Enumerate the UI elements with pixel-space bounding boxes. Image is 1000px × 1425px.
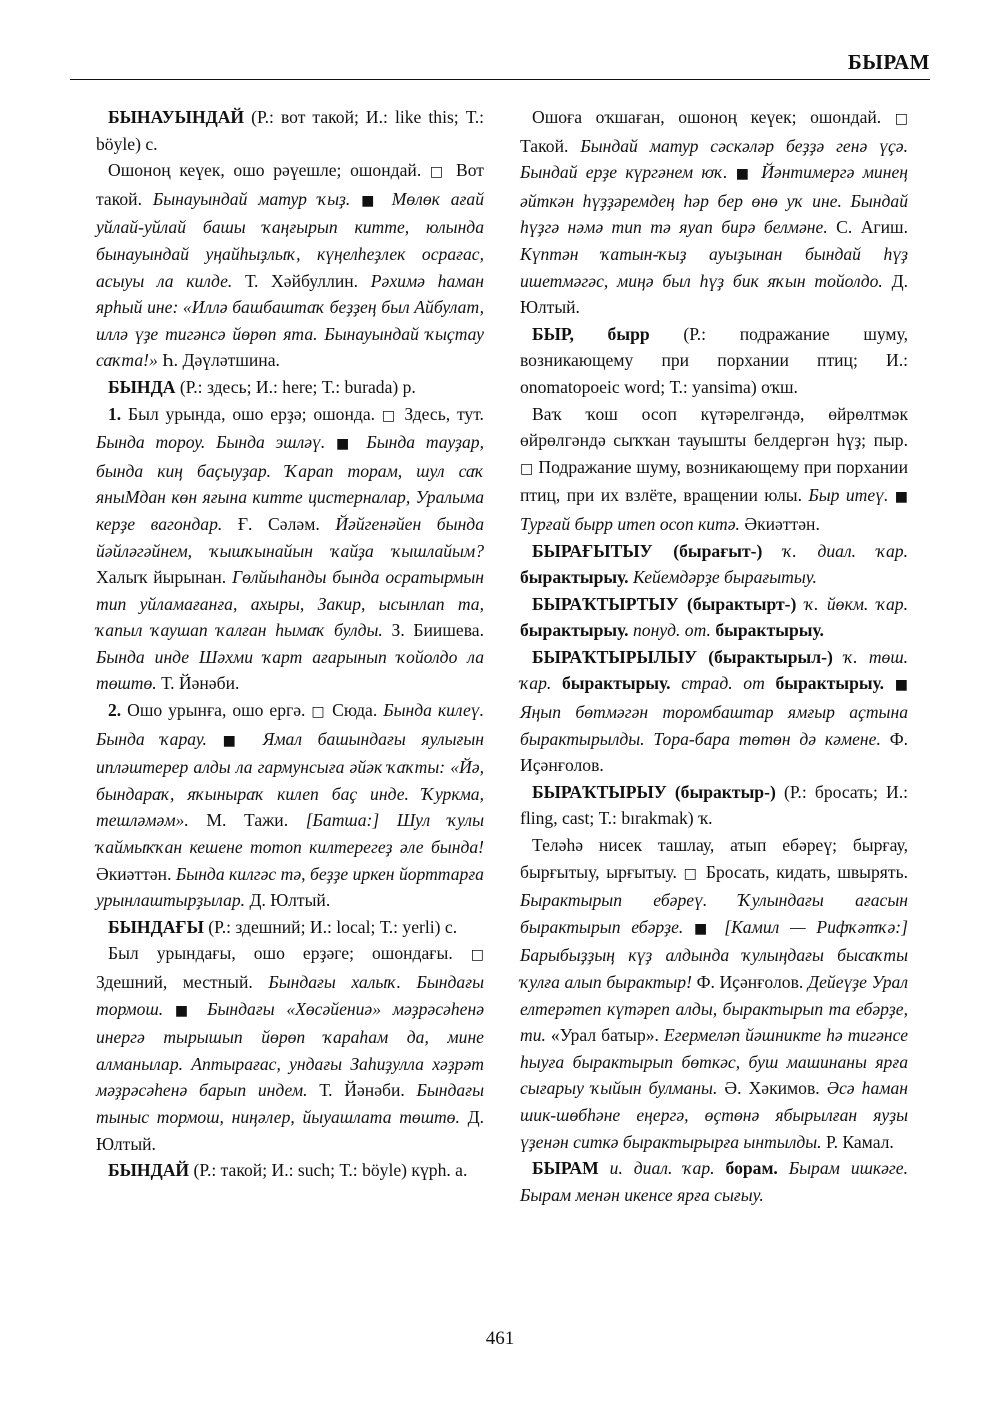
example: Дейеүҙе Урал елтерәтеп күтәреп алды, бырактырып та ебәрҙе, ти.	[520, 972, 908, 1046]
author: Ғ. Сәләм.	[237, 513, 320, 534]
example: Ямал башындағы яулығын ипләштерер алды ла гармунсыға әйәк ҡаҡты: «Йә, бындараҡ, яҡыныраҡ килеп баҫ инде. Ҡуркма, тешләмәм».	[96, 728, 485, 831]
black-square-icon: ■	[361, 192, 381, 209]
author: «Урал батыр».	[550, 1025, 659, 1046]
grammar: понуд. от.	[633, 620, 711, 641]
white-square-icon: □	[429, 164, 448, 181]
stem-form: (бырактыр-)	[674, 781, 776, 802]
sense-number: 1.	[108, 403, 122, 424]
author: Һ. Дәүләтшина.	[162, 350, 280, 371]
entry-bynauyndai	[96, 104, 484, 157]
black-square-icon: ■	[694, 920, 714, 937]
example: Бырактырып ебәреү. Ҡулындағы ағасын бырактырып ебәрҙе.	[520, 890, 908, 937]
black-square-icon: ■	[222, 732, 248, 749]
grammar: ҡ. йөкм. ҡар.	[804, 593, 908, 614]
headword: БЫРАҠТЫРЫЛЫУ	[532, 646, 698, 667]
grammar: ҡ. төш. ҡар.	[520, 646, 909, 694]
entry-byraktyryu-body	[520, 832, 908, 1155]
example: Мөлөк ағай уйлай-уйлай башы ҡаңғырып китте, юлында бынауындай уңайһыҙлыҡ, күңелһеҙлек осрағас, асыуы ла килде.	[96, 188, 484, 291]
headword: БЫНДА	[108, 376, 176, 397]
example: Егермеләп йәшникте һә тигәнсе һыуға бырактырып бөткәс, буш машинаны ярға сығарыу ҡыйын булманы.	[520, 1025, 908, 1099]
stem-form: (бырағыт-)	[673, 540, 763, 561]
example: Бындағы «Хөсәйениә» мәҙрәсәһенә инергә тырышып йөрөп ҡараһам да, мине алманылар. Аптырағас, ундағы Заһиҙулла хәҙрәт мәҙрәсәһенә барып индем.	[96, 998, 485, 1101]
cross-reference: бырактырыу.	[520, 567, 629, 588]
grammar: (Р.: подражание шуму, возникающему при порхании птиц; И.: onomatopoeic word; Т.: yansima) оҡш.	[520, 323, 908, 397]
entry-byndai	[96, 1157, 484, 1184]
example: Бында тауҙар, бында киң баҫыуҙар. Ҡарап торам, шул саҡ яныМдан көн яғына китте цистерналар, Уралыма керҙе вагондар.	[96, 432, 484, 534]
stem-form: (бырактырыл-)	[708, 646, 833, 667]
white-square-icon: □	[470, 947, 485, 964]
example: Күптән ҡатын-ҡыҙ ауыҙынан бындай һүҙ ишетмәгәс, миңә был һүҙ бик яҡын тойолдо.	[520, 243, 908, 291]
cross-reference: бырактырыу.	[561, 673, 671, 694]
translation: Здесь, тут.	[404, 403, 484, 424]
author: Д. Юлтый.	[520, 270, 908, 318]
definition: Теләһә нисек ташлау, атып ебәреү; бырғау, бырғытыу, ырғытыу.	[520, 835, 908, 882]
author: З. Биишева.	[391, 620, 484, 641]
example: Бында инде Шәхми ҡарт ағарынып ҡойолдо ла төштө.	[96, 646, 484, 694]
example: Кейемдәрҙе бырағытыу.	[633, 567, 817, 588]
headword: БЫНАУЫНДАЙ	[108, 107, 245, 127]
black-square-icon: ■	[174, 1002, 196, 1019]
example: Бырам ишкәге. Бырам менән икенсе ярға сығыу.	[520, 1158, 909, 1205]
author: Д. Юлтый.	[96, 1106, 485, 1154]
cross-reference: бырактырыу.	[775, 673, 885, 694]
definition: Ваҡ ҡош осоп күтәрелгәндә, өйрөлтмәк өйрөлгәндә сыҡҡан тауышты белдергән һүҙ; пыр.	[520, 403, 908, 451]
entry-byr	[520, 321, 908, 401]
example: Бындай матур сәскәләр беҙҙә генә үҫә. Бындай ерҙе күргәнем юҡ.	[520, 135, 908, 183]
headword: БЫР, бырр	[532, 323, 650, 344]
entry-bynda	[96, 374, 484, 401]
white-square-icon: □	[311, 704, 327, 721]
example: Гөлйыһанды бында осратырмын тип уйламағанға, ахыры, Закир, ысынлап та, ҡапыл ҡаушап ҡалған һымаҡ булды.	[96, 567, 484, 641]
black-square-icon: ■	[894, 677, 908, 694]
example: Йәйгенәйен бында йәйләгәйнем, ҡышҡынайын ҡайҙа ҡышлайым?	[96, 513, 484, 561]
author: Д. Юлтый.	[249, 890, 331, 911]
author: Ә. Хәкимов.	[724, 1078, 820, 1099]
white-square-icon: □	[381, 407, 398, 424]
definition: Был урында, ошо ерҙә; ошонда.	[128, 403, 376, 424]
translation: Вот такой.	[96, 160, 484, 209]
author: Ф. Иҫәнғолов.	[520, 728, 908, 776]
header-rule	[70, 79, 930, 80]
translation: Подражание шуму, возникающему при порхании птиц, при их взлёте, вращении юлы.	[520, 456, 908, 506]
headword: БЫНДАЙ	[108, 1160, 190, 1181]
grammar: ҡ. диал. ҡар.	[783, 540, 909, 561]
grammar: (Р.: здешний; И.: local; Т.: yerli) с.	[208, 916, 458, 937]
definition: Ошоға оҡшаған, ошоноң кеүек; ошондай.	[532, 107, 882, 127]
example: Бында килеү. Бында ҡарау.	[96, 700, 484, 749]
author: Т. Йәнәби.	[319, 1080, 405, 1101]
entry-byr-body	[520, 401, 908, 538]
author: С. Агиш.	[836, 217, 908, 238]
author: Әкиәттән.	[96, 863, 172, 884]
entry-byram	[520, 1155, 908, 1208]
cross-reference: бырактырыу.	[520, 620, 629, 641]
example: Бындағы тыныс тормош, ниңәлер, йыуашлата төштө.	[96, 1080, 484, 1127]
example: Бында килгәс тә, беҙҙе иркен йорттарға урынлаштырҙылар.	[96, 863, 484, 911]
author: Ф. Иҫәнғолов.	[696, 972, 804, 992]
translation: Такой.	[520, 135, 569, 156]
headword: БЫНДАҒЫ	[108, 916, 204, 937]
author: Р. Камал.	[825, 1131, 894, 1152]
white-square-icon: □	[520, 460, 534, 477]
entry-byraktyrylyu	[520, 644, 908, 779]
entry-byragytyu	[520, 538, 908, 591]
example: Бында тороу. Бында эшләү.	[96, 432, 326, 453]
black-square-icon: ■	[894, 489, 908, 506]
entry-byndagy-body	[96, 940, 484, 1157]
right-column	[520, 104, 908, 1208]
cross-reference: борам.	[725, 1158, 778, 1179]
headword: БЫРАҒЫТЫУ	[532, 540, 653, 561]
cross-reference: бырактырыу.	[715, 620, 824, 641]
grammar: (Р.: бросать; И.: fling, cast; Т.: bırakmak) ҡ.	[520, 781, 908, 829]
white-square-icon: □	[894, 111, 909, 127]
headword: БЫРАҠТЫРТЫУ	[532, 593, 679, 614]
headword: БЫРАМ	[532, 1158, 599, 1179]
definition: Был урындағы, ошо ерҙәге; ошондағы.	[108, 943, 453, 964]
stem-form: (бырактырт-)	[687, 593, 797, 614]
author: Халыҡ йырынан.	[96, 567, 227, 588]
entry-byndai-body	[520, 104, 908, 321]
example: Яңып бөтмәгән торомбаштар ямғыр аҫтына бырактырылды. Тора-бара төтөн дә кәмене.	[520, 702, 908, 749]
entry-bynauyndai-body	[96, 157, 484, 374]
example: Бынауындай матур ҡыҙ.	[152, 188, 351, 209]
entry-byraktyryu	[520, 779, 908, 832]
grammar: (Р.: такой; И.: such; Т.: böyle) күрһ. а.	[193, 1160, 468, 1181]
example: Йәнтимергә минең әйткән һүҙҙәремдең һәр бер өнө уҡ ине. Бындай һүҙгә нәмә тип тә яуап бирә белмәне.	[520, 162, 908, 238]
definition: Ошо урынға, ошо ергә.	[127, 700, 306, 721]
entry-bynda-sense-1	[96, 401, 484, 698]
example: Бындағы халыҡ. Бындағы тормош.	[96, 972, 484, 1019]
example: Әсә һаман шик-шөбһәне еңергә, өҫтөнә ябырылған яуҙы үҙенән ситкә бырактырырға ынтылды.	[520, 1078, 908, 1152]
author: М. Тажи.	[206, 810, 289, 831]
example: [Камил — Рифҡәтҡә:] Барыбыҙҙың күҙ алдында ҡулыңдағы бысаҡты ҡулға алып бырактыр!	[520, 916, 908, 992]
grammar: и. диал. ҡар.	[609, 1158, 715, 1179]
author: Т. Йәнәби.	[161, 673, 240, 694]
entry-byraktyrtyu	[520, 591, 908, 644]
grammar: (Р.: здесь; И.: here; Т.: burada) р.	[179, 376, 416, 397]
example: Турғай бырр итеп осоп китә.	[520, 513, 740, 534]
grammar: страд. от	[681, 673, 765, 694]
example: [Батша:] Шул ҡулы ҡаймыҡҡан кешене тотоп килтерегеҙ әле бында!	[96, 810, 484, 858]
sense-number: 2.	[108, 700, 122, 721]
author: Әкиәттән.	[744, 513, 820, 534]
example: Быр итеү.	[808, 485, 889, 506]
headword: БЫРАҠТЫРЫУ	[532, 781, 667, 802]
black-square-icon: ■	[735, 166, 753, 183]
white-square-icon: □	[683, 865, 700, 882]
example: Рәхимә һаман ярһый ине: «Иллә башбаштаҡ беҙҙең был Айбулат, иллә үҙе тигәнсә йөрөп ята. Бынауындай ҡыҫтау саҡта!»	[96, 270, 485, 371]
translation: Бросать, кидать, швырять.	[705, 861, 908, 882]
translation: Сюда.	[332, 700, 378, 721]
entry-bynda-sense-2	[96, 697, 484, 914]
black-square-icon: ■	[336, 436, 356, 453]
author: Т. Хәйбуллин.	[245, 270, 359, 291]
running-header: БЫРАМ	[847, 50, 930, 74]
translation: Здешний, местный.	[96, 972, 253, 992]
definition: Ошоноң кеүек, ошо рәүешле; ошондай.	[108, 160, 422, 181]
entry-byndagy	[96, 914, 484, 941]
left-column	[96, 104, 484, 1184]
grammar: (Р.: вот такой; И.: like this; Т.: böyle) с.	[96, 107, 484, 154]
page-number: 461	[485, 1328, 515, 1349]
